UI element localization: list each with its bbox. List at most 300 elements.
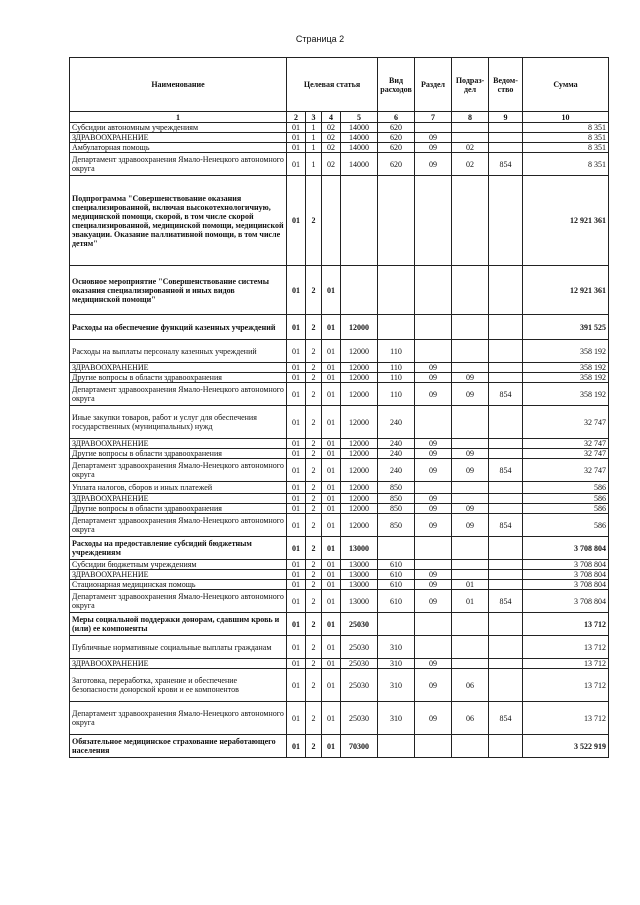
header-department: Ведом-ство xyxy=(489,58,523,112)
subsection-cell: 02 xyxy=(452,143,489,153)
expense-type-cell: 850 xyxy=(378,482,415,494)
target-code-3: 01 xyxy=(322,735,341,758)
expense-type-cell xyxy=(378,613,415,636)
target-code-4: 12000 xyxy=(341,494,378,504)
target-code-1: 01 xyxy=(287,636,306,659)
target-code-4: 12000 xyxy=(341,373,378,383)
row-name: Обязательное медицинское страхование неработающего населения xyxy=(70,735,287,758)
target-code-2: 2 xyxy=(306,459,322,482)
target-code-3: 01 xyxy=(322,537,341,560)
target-code-2: 2 xyxy=(306,537,322,560)
row-name: Департамент здравоохранения Ямало-Ненецкого автономного округа xyxy=(70,702,287,735)
table-row xyxy=(70,482,609,494)
table-row xyxy=(70,613,609,636)
table-row xyxy=(70,133,609,143)
target-code-3: 01 xyxy=(322,266,341,315)
target-code-4: 12000 xyxy=(341,406,378,439)
target-code-1: 01 xyxy=(287,613,306,636)
expense-type-cell: 240 xyxy=(378,406,415,439)
target-code-1: 01 xyxy=(287,439,306,449)
subsection-cell: 09 xyxy=(452,373,489,383)
expense-type-cell: 110 xyxy=(378,363,415,373)
department-cell xyxy=(489,580,523,590)
expense-type-cell: 850 xyxy=(378,494,415,504)
target-code-4: 25030 xyxy=(341,636,378,659)
target-code-4: 14000 xyxy=(341,143,378,153)
expense-type-cell: 240 xyxy=(378,439,415,449)
section-cell: 09 xyxy=(415,590,452,613)
header-subsection: Подраз-дел xyxy=(452,58,489,112)
table-row xyxy=(70,580,609,590)
table-row xyxy=(70,340,609,363)
section-cell: 09 xyxy=(415,373,452,383)
table-row xyxy=(70,459,609,482)
row-name: ЗДРАВООХРАНЕНИЕ xyxy=(70,659,287,669)
row-name: ЗДРАВООХРАНЕНИЕ xyxy=(70,363,287,373)
department-cell xyxy=(489,266,523,315)
target-code-1: 01 xyxy=(287,133,306,143)
section-cell: 09 xyxy=(415,383,452,406)
target-code-1: 01 xyxy=(287,383,306,406)
row-name: Подпрограмма "Совершенствование оказания специализированной, включая высокотехнологичную, медицинской помощи, скорой, в том числе скорой специализированной, медицинской помощи, медицинской эвакуации. Оказание паллиативной помощи, в том числе детям" xyxy=(70,176,287,266)
department-cell: 854 xyxy=(489,153,523,176)
sum-cell: 13 712 xyxy=(523,636,609,659)
expense-type-cell: 610 xyxy=(378,570,415,580)
target-code-2: 2 xyxy=(306,514,322,537)
col-number: 9 xyxy=(489,112,523,123)
subsection-cell: 09 xyxy=(452,514,489,537)
target-code-3: 01 xyxy=(322,406,341,439)
col-number: 3 xyxy=(306,112,322,123)
table-row xyxy=(70,315,609,340)
section-cell xyxy=(415,123,452,133)
department-cell xyxy=(489,123,523,133)
sum-cell: 8 351 xyxy=(523,123,609,133)
target-code-1: 01 xyxy=(287,514,306,537)
table-row xyxy=(70,449,609,459)
section-cell: 09 xyxy=(415,514,452,537)
row-name: ЗДРАВООХРАНЕНИЕ xyxy=(70,439,287,449)
header-sum: Сумма xyxy=(523,58,609,112)
target-code-1: 01 xyxy=(287,482,306,494)
department-cell xyxy=(489,315,523,340)
section-cell: 09 xyxy=(415,439,452,449)
sum-cell: 32 747 xyxy=(523,449,609,459)
section-cell: 09 xyxy=(415,143,452,153)
row-name: Департамент здравоохранения Ямало-Ненецкого автономного округа xyxy=(70,514,287,537)
expense-type-cell xyxy=(378,735,415,758)
section-cell: 09 xyxy=(415,580,452,590)
subsection-cell: 06 xyxy=(452,702,489,735)
department-cell xyxy=(489,439,523,449)
section-cell: 09 xyxy=(415,459,452,482)
target-code-3: 01 xyxy=(322,494,341,504)
subsection-cell: 01 xyxy=(452,590,489,613)
expense-type-cell: 620 xyxy=(378,133,415,143)
target-code-2: 2 xyxy=(306,494,322,504)
section-cell xyxy=(415,176,452,266)
target-code-3: 01 xyxy=(322,514,341,537)
section-cell: 09 xyxy=(415,494,452,504)
target-code-1: 01 xyxy=(287,459,306,482)
subsection-cell xyxy=(452,315,489,340)
section-cell xyxy=(415,266,452,315)
subsection-cell xyxy=(452,439,489,449)
target-code-3: 01 xyxy=(322,560,341,570)
sum-cell: 13 712 xyxy=(523,659,609,669)
table-row xyxy=(70,636,609,659)
subsection-cell: 09 xyxy=(452,449,489,459)
sum-cell: 358 192 xyxy=(523,383,609,406)
department-cell xyxy=(489,494,523,504)
row-name: Публичные нормативные социальные выплаты гражданам xyxy=(70,636,287,659)
section-cell: 09 xyxy=(415,153,452,176)
table-row xyxy=(70,406,609,439)
budget-table xyxy=(69,57,609,758)
sum-cell: 358 192 xyxy=(523,373,609,383)
row-name: ЗДРАВООХРАНЕНИЕ xyxy=(70,133,287,143)
row-name: Субсидии автономным учреждениям xyxy=(70,123,287,133)
row-name: Департамент здравоохранения Ямало-Ненецкого автономного округа xyxy=(70,590,287,613)
row-name: Другие вопросы в области здравоохранения xyxy=(70,449,287,459)
sum-cell: 13 712 xyxy=(523,702,609,735)
row-name: Основное мероприятие "Совершенствование системы оказания специализированной и иных видов медицинской помощи" xyxy=(70,266,287,315)
target-code-2: 2 xyxy=(306,580,322,590)
target-code-1: 01 xyxy=(287,659,306,669)
subsection-cell xyxy=(452,494,489,504)
target-code-3: 02 xyxy=(322,133,341,143)
expense-type-cell xyxy=(378,266,415,315)
department-cell: 854 xyxy=(489,702,523,735)
subsection-cell xyxy=(452,570,489,580)
sum-cell: 8 351 xyxy=(523,133,609,143)
department-cell xyxy=(489,560,523,570)
target-code-4: 12000 xyxy=(341,363,378,373)
expense-type-cell: 240 xyxy=(378,459,415,482)
col-number: 1 xyxy=(70,112,287,123)
row-name: Субсидии бюджетным учреждениям xyxy=(70,560,287,570)
table-row xyxy=(70,439,609,449)
header-expense-type: Вид расходов xyxy=(378,58,415,112)
target-code-1: 01 xyxy=(287,143,306,153)
expense-type-cell xyxy=(378,315,415,340)
target-code-1: 01 xyxy=(287,702,306,735)
expense-type-cell: 240 xyxy=(378,449,415,459)
target-code-1: 01 xyxy=(287,735,306,758)
table-row xyxy=(70,494,609,504)
row-name: Департамент здравоохранения Ямало-Ненецкого автономного округа xyxy=(70,383,287,406)
sum-cell: 8 351 xyxy=(523,153,609,176)
target-code-4: 12000 xyxy=(341,340,378,363)
target-code-2: 2 xyxy=(306,406,322,439)
expense-type-cell: 310 xyxy=(378,702,415,735)
header-section: Раздел xyxy=(415,58,452,112)
target-code-1: 01 xyxy=(287,669,306,702)
table-row xyxy=(70,176,609,266)
expense-type-cell xyxy=(378,176,415,266)
department-cell xyxy=(489,613,523,636)
expense-type-cell: 110 xyxy=(378,383,415,406)
sum-cell: 32 747 xyxy=(523,406,609,439)
department-cell xyxy=(489,636,523,659)
row-name: Заготовка, переработка, хранение и обеспечение безопасности донорской крови и ее компонентов xyxy=(70,669,287,702)
row-name: Амбулаторная помощь xyxy=(70,143,287,153)
target-code-1: 01 xyxy=(287,560,306,570)
table-row xyxy=(70,514,609,537)
subsection-cell xyxy=(452,123,489,133)
target-code-3 xyxy=(322,176,341,266)
department-cell: 854 xyxy=(489,459,523,482)
department-cell xyxy=(489,482,523,494)
row-name: Расходы на предоставление субсидий бюджетным учреждениям xyxy=(70,537,287,560)
subsection-cell xyxy=(452,613,489,636)
expense-type-cell: 620 xyxy=(378,153,415,176)
subsection-cell xyxy=(452,537,489,560)
sum-cell: 3 708 804 xyxy=(523,570,609,580)
target-code-2: 2 xyxy=(306,373,322,383)
target-code-2: 2 xyxy=(306,570,322,580)
target-code-2: 2 xyxy=(306,383,322,406)
sum-cell: 13 712 xyxy=(523,669,609,702)
table-row xyxy=(70,570,609,580)
table-row xyxy=(70,669,609,702)
department-cell: 854 xyxy=(489,383,523,406)
target-code-2: 2 xyxy=(306,266,322,315)
expense-type-cell: 850 xyxy=(378,504,415,514)
section-cell xyxy=(415,613,452,636)
department-cell xyxy=(489,669,523,702)
section-cell xyxy=(415,636,452,659)
sum-cell: 12 921 361 xyxy=(523,266,609,315)
page-label: Страница 2 xyxy=(295,34,345,44)
target-code-3: 01 xyxy=(322,570,341,580)
sum-cell: 586 xyxy=(523,494,609,504)
department-cell xyxy=(489,735,523,758)
target-code-4: 12000 xyxy=(341,504,378,514)
target-code-1: 01 xyxy=(287,590,306,613)
target-code-3: 01 xyxy=(322,702,341,735)
target-code-1: 01 xyxy=(287,176,306,266)
target-code-4: 25030 xyxy=(341,669,378,702)
target-code-2: 2 xyxy=(306,340,322,363)
table-row xyxy=(70,363,609,373)
subsection-cell xyxy=(452,340,489,363)
expense-type-cell xyxy=(378,537,415,560)
target-code-2: 2 xyxy=(306,482,322,494)
subsection-cell: 09 xyxy=(452,459,489,482)
target-code-2: 2 xyxy=(306,449,322,459)
department-cell xyxy=(489,363,523,373)
subsection-cell xyxy=(452,659,489,669)
section-cell xyxy=(415,406,452,439)
table-row xyxy=(70,266,609,315)
section-cell: 09 xyxy=(415,449,452,459)
target-code-4: 12000 xyxy=(341,383,378,406)
section-cell: 09 xyxy=(415,363,452,373)
subsection-cell xyxy=(452,133,489,143)
target-code-1: 01 xyxy=(287,315,306,340)
expense-type-cell: 850 xyxy=(378,514,415,537)
target-code-2: 2 xyxy=(306,504,322,514)
target-code-3: 01 xyxy=(322,636,341,659)
department-cell: 854 xyxy=(489,590,523,613)
expense-type-cell: 620 xyxy=(378,123,415,133)
section-cell: 09 xyxy=(415,659,452,669)
target-code-4 xyxy=(341,266,378,315)
department-cell xyxy=(489,340,523,363)
row-name: Расходы на выплаты персоналу казенных учреждений xyxy=(70,340,287,363)
target-code-1: 01 xyxy=(287,363,306,373)
col-number: 2 xyxy=(287,112,306,123)
target-code-2: 2 xyxy=(306,613,322,636)
row-name: Иные закупки товаров, работ и услуг для обеспечения государственных (муниципальных) нужд xyxy=(70,406,287,439)
table-body xyxy=(70,123,609,758)
row-name: ЗДРАВООХРАНЕНИЕ xyxy=(70,494,287,504)
expense-type-cell: 110 xyxy=(378,340,415,363)
target-code-3: 01 xyxy=(322,613,341,636)
target-code-3: 01 xyxy=(322,459,341,482)
expense-type-cell: 310 xyxy=(378,636,415,659)
table-row xyxy=(70,123,609,133)
target-code-2: 2 xyxy=(306,702,322,735)
target-code-1: 01 xyxy=(287,153,306,176)
row-name: Департамент здравоохранения Ямало-Ненецкого автономного округа xyxy=(70,153,287,176)
table-row xyxy=(70,659,609,669)
department-cell xyxy=(489,406,523,439)
table-row xyxy=(70,537,609,560)
sum-cell: 3 708 804 xyxy=(523,590,609,613)
target-code-4: 12000 xyxy=(341,439,378,449)
target-code-2: 2 xyxy=(306,176,322,266)
target-code-4: 12000 xyxy=(341,459,378,482)
subsection-cell: 06 xyxy=(452,669,489,702)
section-cell xyxy=(415,340,452,363)
table-row xyxy=(70,383,609,406)
subsection-cell xyxy=(452,735,489,758)
target-code-2: 1 xyxy=(306,123,322,133)
department-cell xyxy=(489,537,523,560)
row-name: Другие вопросы в области здравоохранения xyxy=(70,373,287,383)
department-cell xyxy=(489,133,523,143)
section-cell: 09 xyxy=(415,669,452,702)
table-row xyxy=(70,590,609,613)
target-code-2: 2 xyxy=(306,735,322,758)
sum-cell: 391 525 xyxy=(523,315,609,340)
col-number: 4 xyxy=(322,112,341,123)
target-code-1: 01 xyxy=(287,406,306,439)
target-code-2: 2 xyxy=(306,669,322,702)
expense-type-cell: 310 xyxy=(378,669,415,702)
department-cell xyxy=(489,659,523,669)
target-code-1: 01 xyxy=(287,580,306,590)
target-code-2: 1 xyxy=(306,153,322,176)
target-code-1: 01 xyxy=(287,340,306,363)
expense-type-cell: 610 xyxy=(378,560,415,570)
expense-type-cell: 620 xyxy=(378,143,415,153)
target-code-1: 01 xyxy=(287,494,306,504)
department-cell xyxy=(489,143,523,153)
expense-type-cell: 610 xyxy=(378,580,415,590)
target-code-3: 01 xyxy=(322,363,341,373)
department-cell xyxy=(489,373,523,383)
department-cell xyxy=(489,570,523,580)
target-code-3: 01 xyxy=(322,373,341,383)
sum-cell: 3 708 804 xyxy=(523,560,609,570)
section-cell xyxy=(415,735,452,758)
sum-cell: 32 747 xyxy=(523,459,609,482)
table-row xyxy=(70,560,609,570)
subsection-cell xyxy=(452,560,489,570)
target-code-3: 01 xyxy=(322,383,341,406)
target-code-2: 2 xyxy=(306,636,322,659)
target-code-3: 01 xyxy=(322,504,341,514)
sum-cell: 586 xyxy=(523,504,609,514)
target-code-4: 13000 xyxy=(341,580,378,590)
department-cell xyxy=(489,449,523,459)
target-code-2: 2 xyxy=(306,439,322,449)
header-name: Наименование xyxy=(70,58,287,112)
department-cell xyxy=(489,504,523,514)
row-name: Расходы на обеспечение функций казенных учреждений xyxy=(70,315,287,340)
row-name: Другие вопросы в области здравоохранения xyxy=(70,504,287,514)
sum-cell: 586 xyxy=(523,514,609,537)
table-row xyxy=(70,143,609,153)
section-cell xyxy=(415,537,452,560)
row-name: Департамент здравоохранения Ямало-Ненецкого автономного округа xyxy=(70,459,287,482)
row-name: Уплата налогов, сборов и иных платежей xyxy=(70,482,287,494)
sum-cell: 3 708 804 xyxy=(523,537,609,560)
sum-cell: 8 351 xyxy=(523,143,609,153)
target-code-3: 01 xyxy=(322,439,341,449)
target-code-4: 14000 xyxy=(341,153,378,176)
table-row xyxy=(70,373,609,383)
target-code-2: 2 xyxy=(306,659,322,669)
table-row xyxy=(70,735,609,758)
target-code-4: 12000 xyxy=(341,482,378,494)
subsection-cell: 01 xyxy=(452,580,489,590)
target-code-1: 01 xyxy=(287,537,306,560)
section-cell: 09 xyxy=(415,133,452,143)
target-code-2: 1 xyxy=(306,143,322,153)
sum-cell: 3 522 919 xyxy=(523,735,609,758)
target-code-3: 01 xyxy=(322,669,341,702)
subsection-cell xyxy=(452,176,489,266)
target-code-3: 01 xyxy=(322,659,341,669)
target-code-4 xyxy=(341,176,378,266)
target-code-1: 01 xyxy=(287,449,306,459)
target-code-1: 01 xyxy=(287,504,306,514)
target-code-4: 25030 xyxy=(341,613,378,636)
target-code-3: 02 xyxy=(322,123,341,133)
target-code-4: 70300 xyxy=(341,735,378,758)
subsection-cell xyxy=(452,363,489,373)
department-cell xyxy=(489,176,523,266)
target-code-4: 14000 xyxy=(341,123,378,133)
subsection-cell: 09 xyxy=(452,504,489,514)
sum-cell: 13 712 xyxy=(523,613,609,636)
section-cell xyxy=(415,482,452,494)
row-name: ЗДРАВООХРАНЕНИЕ xyxy=(70,570,287,580)
target-code-1: 01 xyxy=(287,123,306,133)
target-code-3: 02 xyxy=(322,153,341,176)
target-code-1: 01 xyxy=(287,373,306,383)
target-code-3: 02 xyxy=(322,143,341,153)
subsection-cell xyxy=(452,266,489,315)
section-cell: 09 xyxy=(415,570,452,580)
target-code-4: 13000 xyxy=(341,560,378,570)
target-code-4: 13000 xyxy=(341,537,378,560)
target-code-3: 01 xyxy=(322,590,341,613)
